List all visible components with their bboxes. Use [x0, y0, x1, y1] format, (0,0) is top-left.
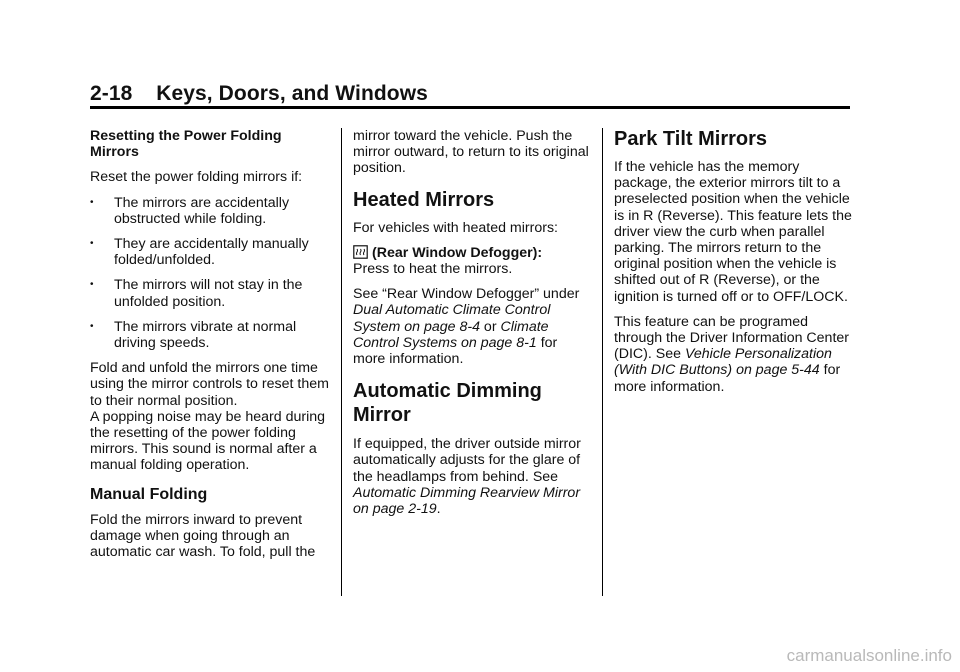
bullet-icon: •: [90, 279, 94, 291]
program-text: This feature can be programed through the Driver Information Center (DIC). See: [614, 313, 849, 363]
defogger-paragraph: [353, 245, 591, 277]
list-item: [90, 236, 330, 268]
bullet-icon: •: [90, 196, 94, 208]
heated-intro: For vehicles with heated mirrors:: [353, 219, 558, 236]
section-title: Keys, Doors, and Windows: [156, 82, 428, 105]
page-header-title: [90, 82, 850, 106]
column-divider: [602, 128, 603, 596]
program-reference: Vehicle Personalization (With DIC Buttons) on page 5-44: [614, 346, 832, 379]
list-item: [90, 195, 330, 227]
column-divider: [341, 128, 342, 596]
auto-dimming-heading: Automatic Dimming Mirror: [353, 380, 542, 427]
see-suffix: for more information.: [353, 334, 558, 368]
watermark: carmanualsonline.info: [786, 646, 952, 665]
list-item-text: The mirrors are accidentally obstructed while folding.: [114, 194, 290, 227]
column-1: [90, 128, 330, 569]
list-item: [90, 277, 330, 309]
program-paragraph: [614, 314, 852, 395]
reset-heading: Resetting the Power Folding Mirrors: [90, 128, 282, 161]
list-item-text: They are accidentally manually folded/unfolded.: [114, 236, 309, 269]
reset-conditions-list: [90, 195, 330, 352]
manual-folding-continued: mirror toward the vehicle. Push the mirror outward, to return to its original position.: [353, 128, 589, 177]
see-paragraph: [353, 286, 591, 367]
auto-suffix: .: [436, 501, 441, 518]
auto-reference: Automatic Dimming Rearview Mirror on page 2-19: [353, 484, 581, 518]
see-reference-1: Dual Automatic Climate Control System on page 8-4: [353, 302, 551, 335]
program-suffix: for more information.: [614, 362, 841, 395]
bullet-icon: •: [90, 238, 94, 250]
heated-mirrors-heading: Heated Mirrors: [353, 188, 495, 211]
list-item-text: The mirrors will not stay in the unfolded position.: [114, 277, 303, 310]
column-3: [614, 128, 852, 404]
defogger-text: Press to heat the mirrors.: [353, 261, 513, 278]
noise-paragraph: A popping noise may be heard during the resetting of the power folding mirrors. This sound is normal after a manual folding operation.: [90, 408, 326, 474]
park-tilt-heading: Park Tilt Mirrors: [614, 128, 768, 150]
defogger-label: (Rear Window Defogger):: [372, 244, 543, 261]
list-item-text: The mirrors vibrate at normal driving speeds.: [114, 318, 297, 352]
rear-window-defogger-icon: [353, 245, 368, 259]
fold-paragraph: Fold and unfold the mirrors one time using the mirror controls to reset them to their normal position.: [90, 360, 329, 409]
header-rule: [90, 106, 850, 109]
see-prefix: See “Rear Window Defogger” under: [353, 286, 580, 303]
manual-folding-heading: Manual Folding: [90, 485, 208, 503]
auto-dimming-paragraph: [353, 436, 591, 517]
column-2: [353, 128, 591, 526]
manual-folding-paragraph: Fold the mirrors inward to prevent damage when going through an automatic car wash. To fold, pull the: [90, 511, 316, 561]
defogger-line: [353, 245, 542, 261]
bullet-icon: •: [90, 320, 94, 332]
park-tilt-paragraph: If the vehicle has the memory package, the exterior mirrors tilt to a preselected position when the vehicle is in R (Reverse). This feature lets the driver view the curb when parallel parking. The mirrors return to the original position when the vehicle is shifted out of R (Reverse), or the ignition is turned off or to OFF/LOCK.: [614, 159, 852, 305]
see-or: or: [479, 318, 501, 335]
see-reference-2: Climate Control Systems on page 8-1: [353, 318, 549, 351]
page-number: 2-18: [90, 82, 133, 105]
page-header: [90, 82, 850, 106]
reset-intro: Reset the power folding mirrors if:: [90, 169, 303, 186]
auto-text: If equipped, the driver outside mirror automatically adjusts for the glare of the headlamps from behind. See: [353, 436, 581, 485]
list-item: [90, 319, 330, 351]
